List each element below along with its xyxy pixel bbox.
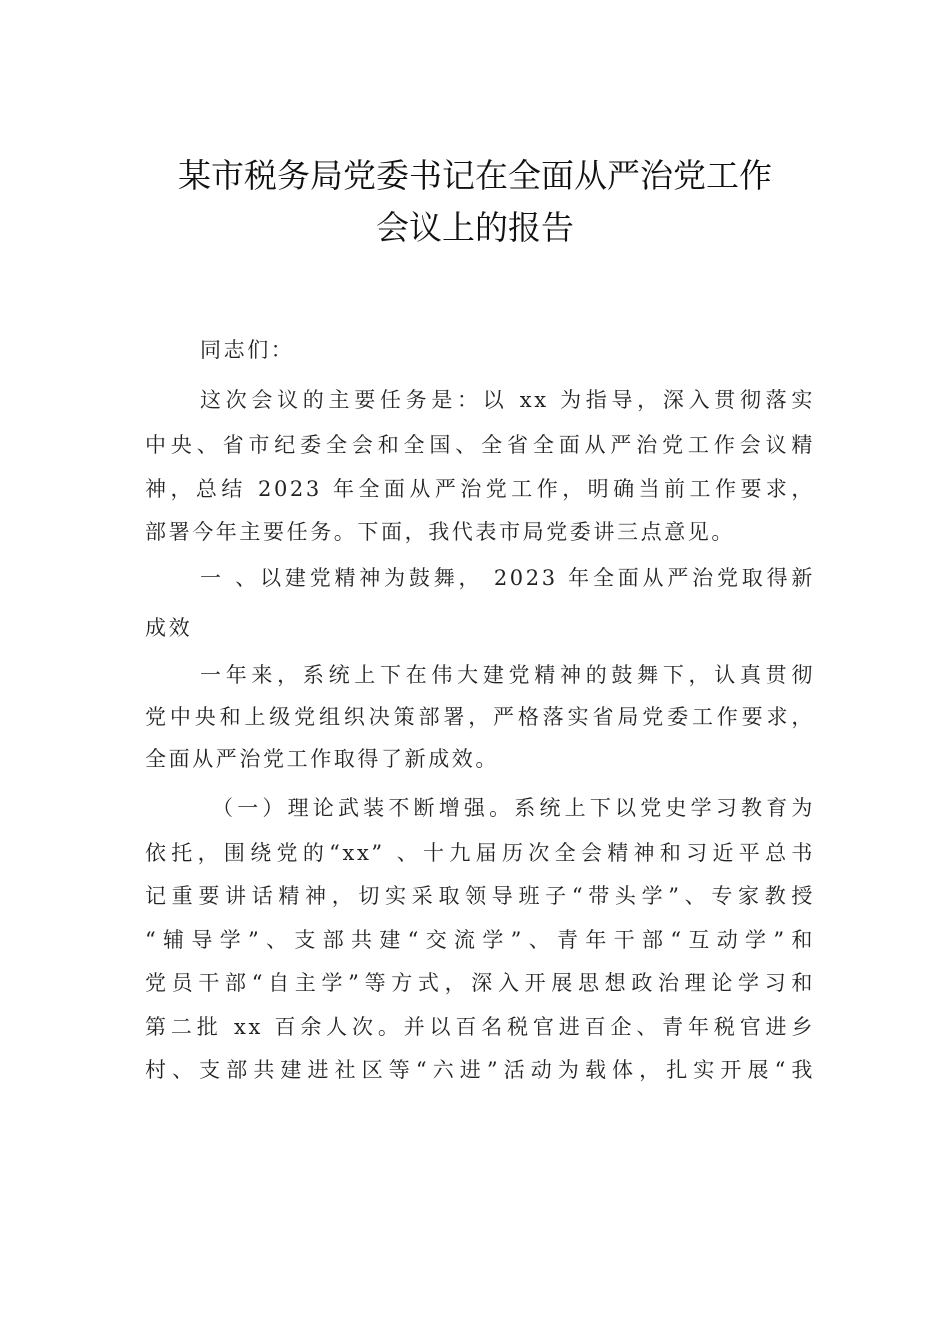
salutation: 同志们： [200, 338, 295, 362]
paragraph-line: 记重要讲话精神，切实采取领导班子“带头学”、专家教授 [145, 884, 815, 908]
paragraph-line: 这次会议的主要任务是：以 xx 为指导，深入贯彻落实 [200, 388, 815, 412]
paragraph-line: 中央、省市纪委全会和全国、全省全面从严治党工作会议精 [145, 433, 815, 457]
paragraph-line: 依托，围绕党的“xx” 、十九届历次全会精神和习近平总书 [145, 841, 815, 865]
document-title-line-1: 某市税务局党委书记在全面从严治党工作 [178, 156, 772, 195]
document-title-line-2: 会议上的报告 [376, 208, 574, 247]
paragraph-line: 一年来，系统上下在伟大建党精神的鼓舞下，认真贯彻 [200, 663, 815, 687]
paragraph-line: 党中央和上级党组织决策部署，严格落实省局党委工作要求， [145, 705, 815, 729]
paragraph-line: 第二批 xx 百余人次。并以百名税官进百企、青年税官进乡 [145, 1015, 815, 1039]
paragraph-line: “辅导学”、支部共建“交流学”、青年干部“互动学”和 [145, 928, 815, 952]
paragraph-line: 神，总结 2023 年全面从严治党工作，明确当前工作要求， [145, 477, 815, 501]
section-heading-line: 一 、以建党精神为鼓舞， 2023 年全面从严治党取得新 [200, 566, 815, 590]
paragraph-line: 党员干部“自主学”等方式，深入开展思想政治理论学习和 [145, 971, 815, 995]
paragraph-line: 全面从严治党工作取得了新成效。 [145, 747, 499, 771]
section-heading-line: 成效 [145, 616, 193, 640]
paragraph-line: 部署今年主要任务。下面，我代表市局党委讲三点意见。 [145, 520, 735, 544]
subsection-line: （一）理论武装不断增强。系统上下以党史学习教育为 [212, 796, 815, 820]
paragraph-line: 村、支部共建进社区等“六进”活动为载体，扎实开展“我 [145, 1058, 815, 1082]
